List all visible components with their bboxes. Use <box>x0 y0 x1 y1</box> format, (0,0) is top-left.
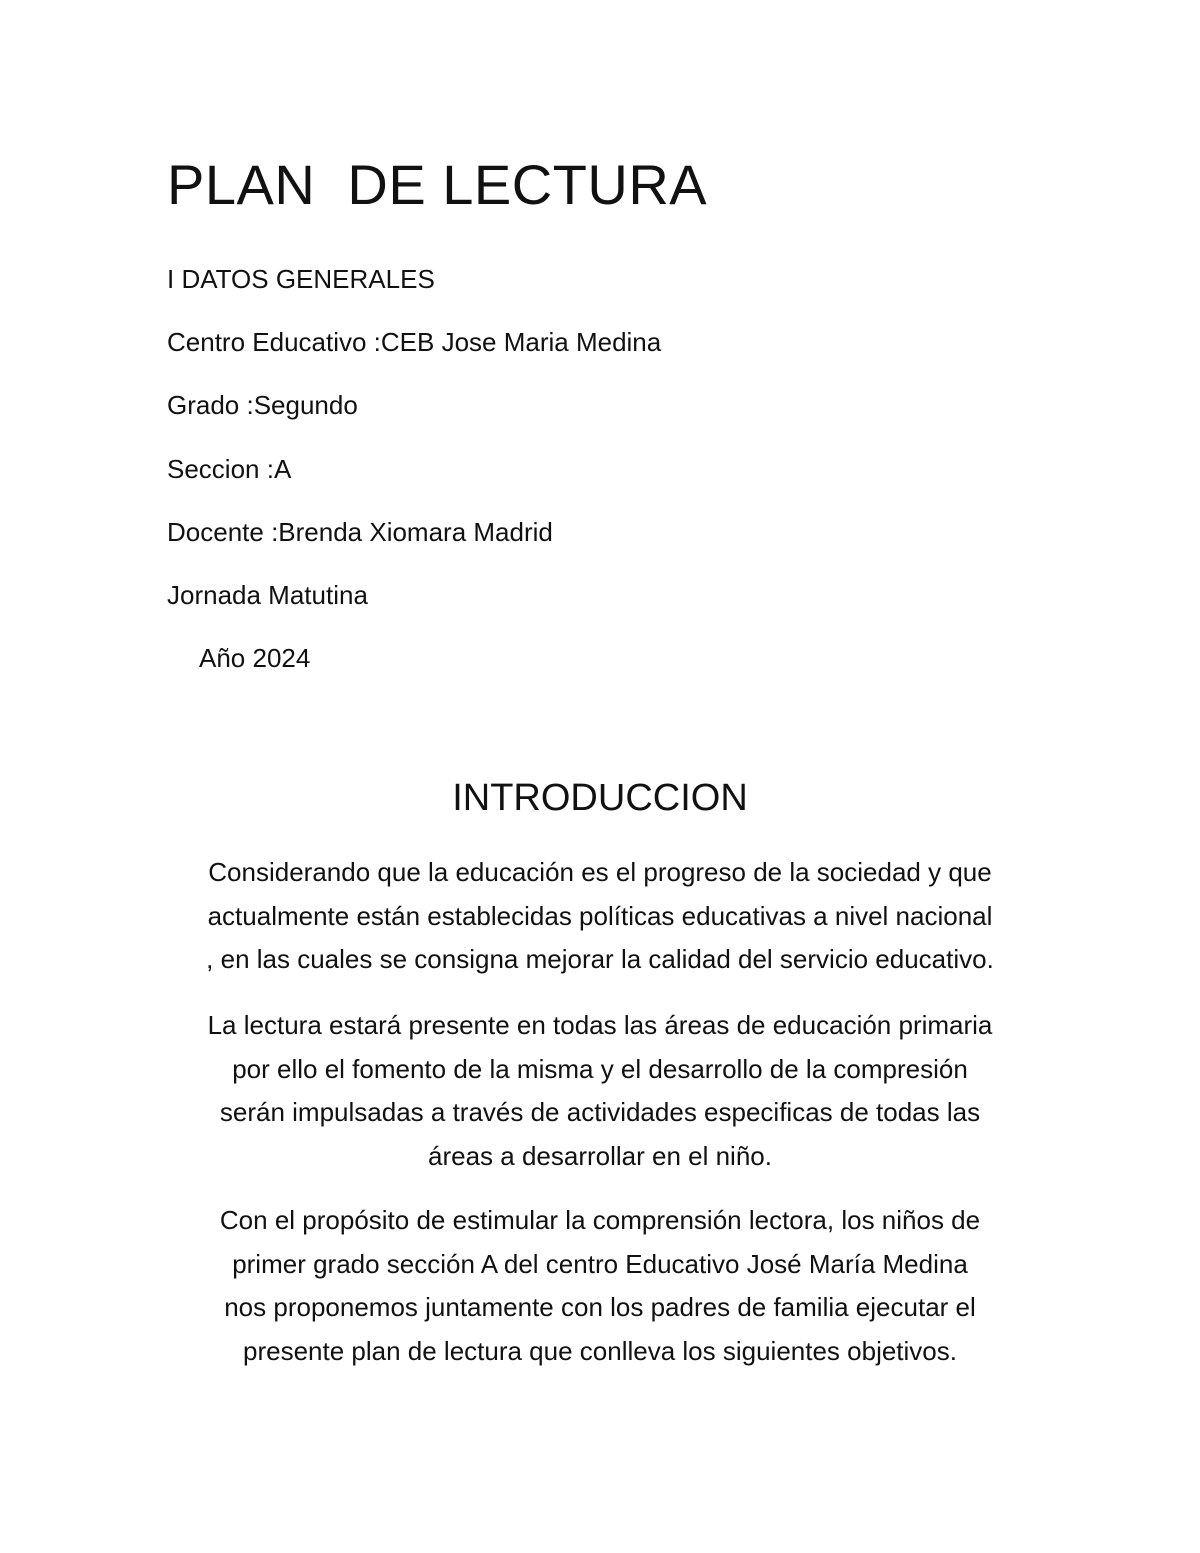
anio-line: Año 2024 <box>199 643 311 673</box>
jornada-line: Jornada Matutina <box>167 580 368 610</box>
intro-paragraph-1: Considerando que la educación es el progreso de la sociedad y que actualmente están establecidas políticas educativas a nivel nacional , en las cuales se consigna mejorar la calidad del servicio educativo. <box>206 857 994 974</box>
intro-paragraph-2: La lectura estará presente en todas las áreas de educación primaria por ello el fomento de la misma y el desarrollo de la compresión serán impulsadas a través de actividades especificas de todas las áreas a desarrollar en el niño. <box>207 1010 993 1171</box>
introduccion-heading: INTRODUCCION <box>452 777 748 819</box>
centro-educativo-line: Centro Educativo :CEB Jose Maria Medina <box>167 327 662 357</box>
intro-paragraph-3: Con el propósito de estimular la comprensión lectora, los niños de primer grado sección A del centro Educativo José María Medina nos proponemos juntamente con los padres de familia ejecutar el presente plan de lectura que conlleva los siguientes objetivos. <box>219 1205 981 1366</box>
section-heading-datos-generales: I DATOS GENERALES <box>167 264 435 294</box>
document-title: PLAN DE LECTURA <box>167 153 708 216</box>
grado-line: Grado :Segundo <box>167 390 358 420</box>
docente-line: Docente :Brenda Xiomara Madrid <box>167 517 553 547</box>
seccion-line: Seccion :A <box>167 454 292 484</box>
